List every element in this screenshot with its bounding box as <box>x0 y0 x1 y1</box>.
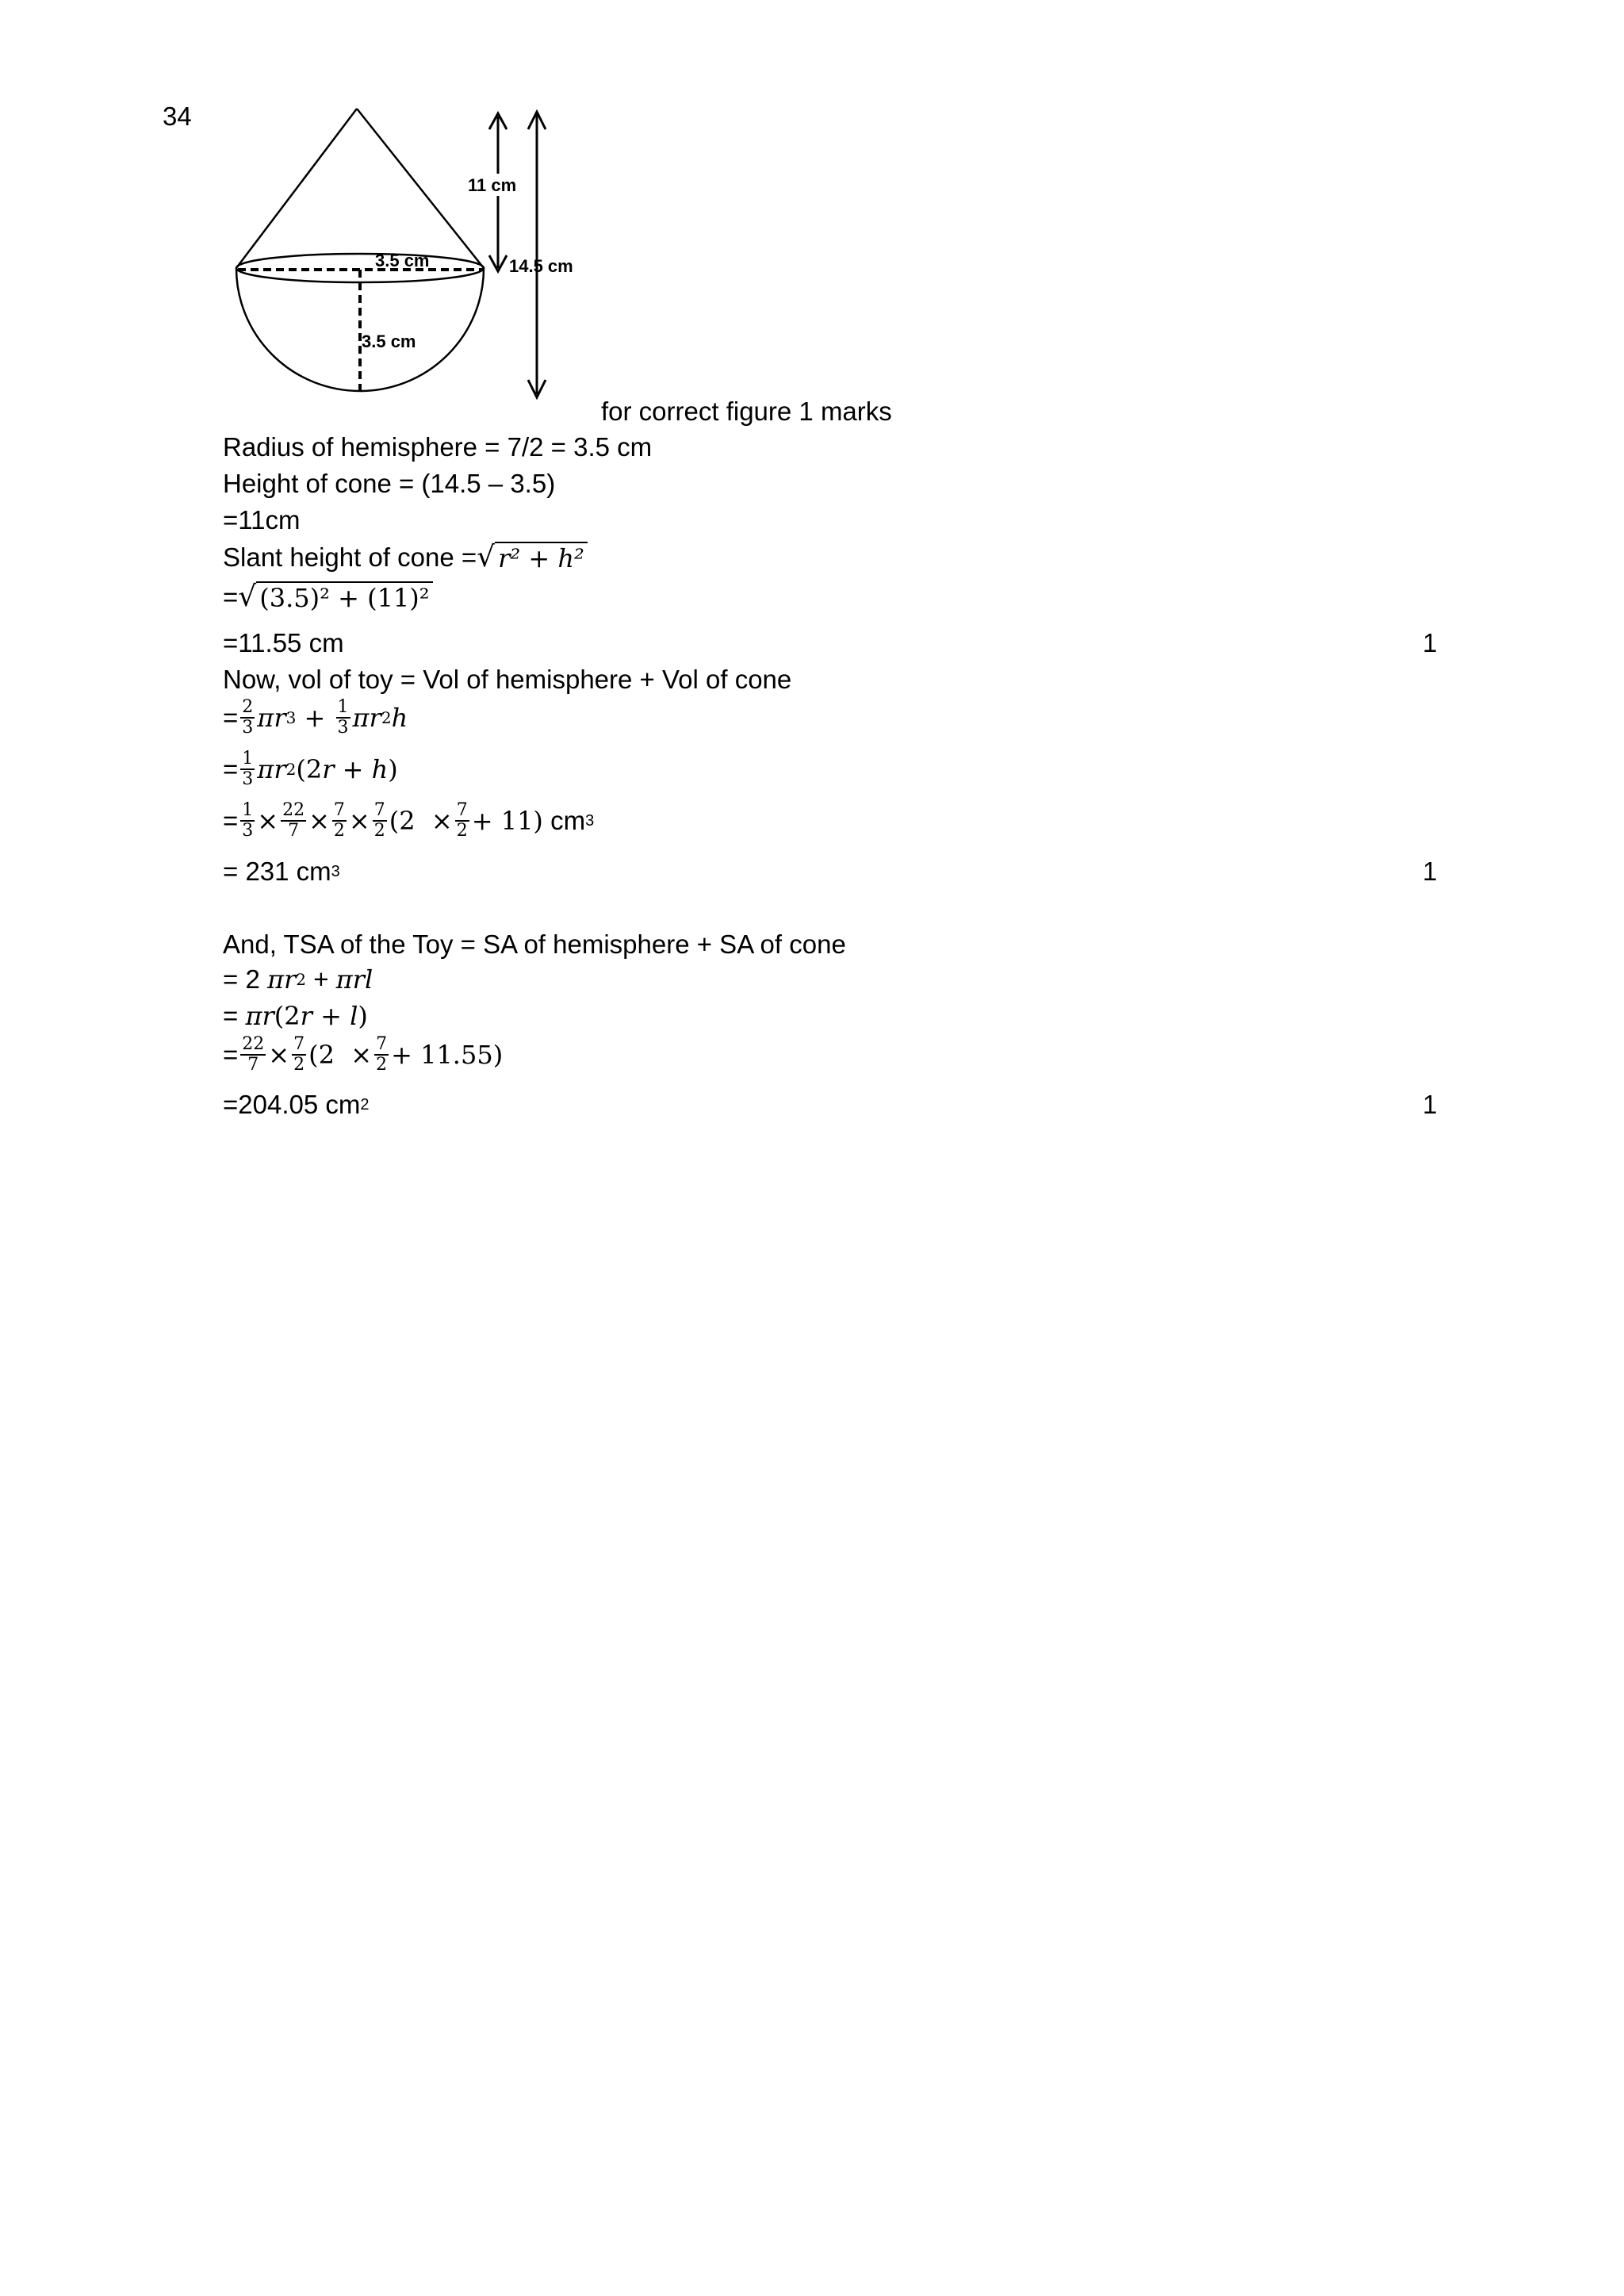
sqrt-expression: √ r² + h² <box>477 542 588 573</box>
slant-label: Slant height of cone = <box>223 542 477 572</box>
tsa-value: =204.05 cm <box>223 1090 361 1119</box>
volume-value: = 231 cm <box>223 857 331 886</box>
toy-figure <box>222 99 603 404</box>
mark-2: 1 <box>1423 857 1438 886</box>
label-radius-vertical: 3.5 cm <box>362 332 416 351</box>
volume-label-line: Now, vol of toy = Vol of hemisphere + Vol of cone <box>223 665 792 694</box>
height-line: Height of cone = (14.5 – 3.5) <box>223 469 556 498</box>
volume-substitution-line: = $\frac{1}{3}$ × $\frac{22}{7}$ × $\frac{7}{2}$ × $\frac{7}{2}$ (2 × $\frac{7}{2}$ + 11) cm 3 <box>223 800 595 841</box>
label-radius-top: 3.5 cm <box>375 251 430 270</box>
tsa-simplified-line: = πr (2 r + l ) <box>223 1001 368 1031</box>
cone-hemisphere-diagram <box>222 99 603 404</box>
height-value: =11cm <box>223 505 301 535</box>
tsa-value-line: =204.05 cm 2 <box>223 1090 370 1119</box>
cone-left-edge <box>236 109 357 268</box>
mark-1: 1 <box>1423 628 1438 657</box>
sqrt-expression: √ (3.5)² + (11)² <box>238 581 432 613</box>
slant-value: =11.55 cm <box>223 628 344 657</box>
tsa-substitution-line: = $\frac{22}{7}$ × $\frac{7}{2}$ (2 × $\frac{7}{2}$ + 11.55) <box>223 1034 504 1075</box>
tsa-formula-line: = 2 πr 2 + πrl <box>223 964 373 995</box>
label-total-height: 14.5 cm <box>509 256 573 276</box>
label-cone-height: 11 cm <box>468 175 517 195</box>
slant-formula-line <box>223 542 588 573</box>
figure-note: for correct figure 1 marks <box>601 397 892 426</box>
slant-substitution-line: = √ (3.5)² + (11)² <box>223 581 433 613</box>
volume-formula-line: = $\frac{2}{3}$ πr 3 + $\frac{1}{3}$ πr 2 h <box>223 697 408 738</box>
volume-value-line: = 231 cm 3 <box>223 857 340 886</box>
radius-line: Radius of hemisphere = 7/2 = 3.5 cm <box>223 432 653 462</box>
volume-simplified-line: = $\frac{1}{3}$ πr 2 (2 r + h ) <box>223 749 398 789</box>
question-number: 34 <box>163 102 192 131</box>
tsa-label-line: And, TSA of the Toy = SA of hemisphere + SA of cone <box>223 930 846 959</box>
mark-3: 1 <box>1423 1090 1438 1119</box>
